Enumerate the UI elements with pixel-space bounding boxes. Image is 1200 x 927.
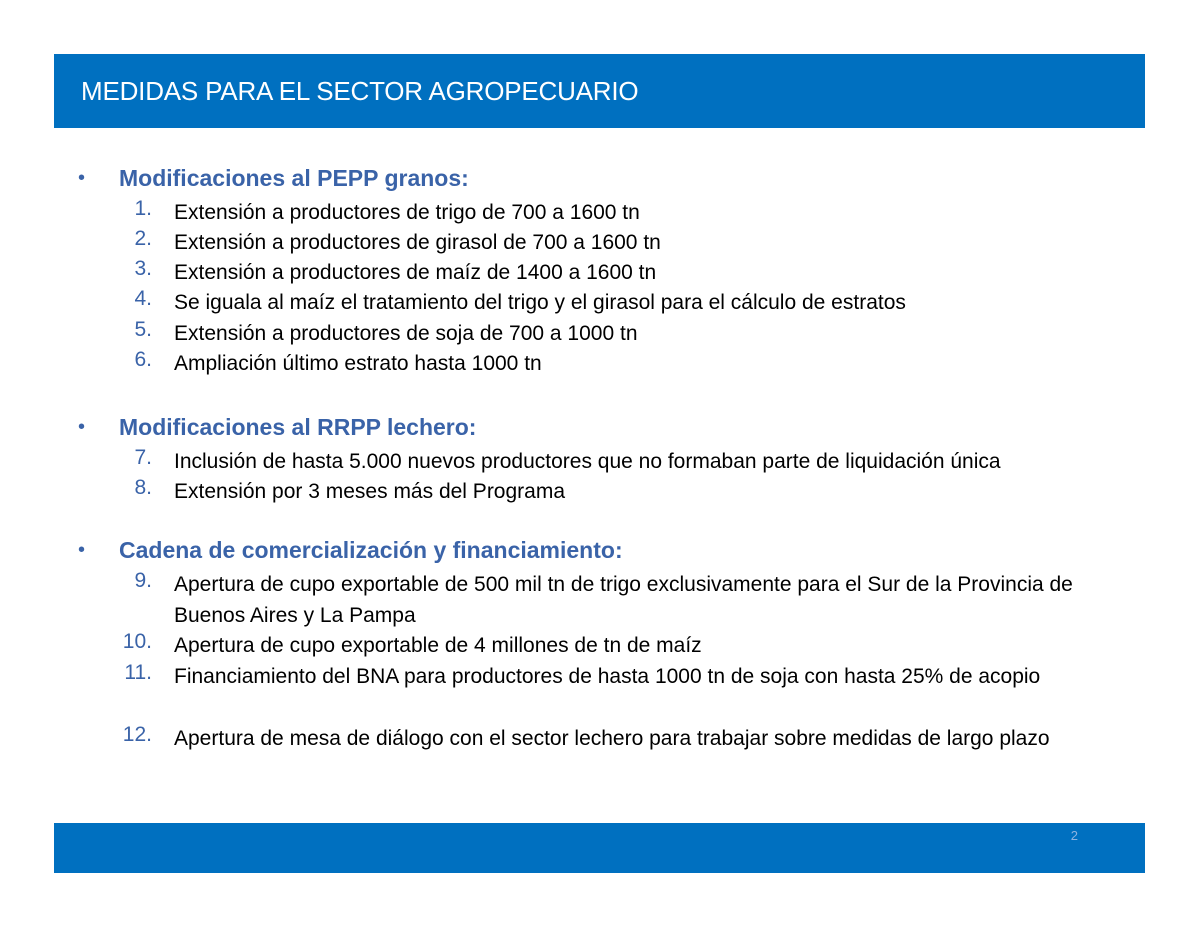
item-text: Se iguala al maíz el tratamiento del trigo y el girasol para el cálculo de estratos	[174, 291, 906, 314]
bullet-icon: •	[78, 416, 86, 438]
item-number: 2.	[134, 227, 152, 250]
item-text: Extensión por 3 meses más del Programa	[174, 480, 566, 503]
page-title: MEDIDAS PARA EL SECTOR AGROPECUARIO	[81, 76, 639, 106]
item-number: 12.	[122, 723, 152, 746]
header-bar	[54, 54, 1145, 128]
item-number: 8.	[134, 476, 152, 499]
footer-bar	[54, 823, 1145, 873]
item-text: Extensión a productores de maíz de 1400 a 1600 tn	[174, 261, 657, 284]
item-text: Apertura de cupo exportable de 500 mil tn de trigo exclusivamente para el Sur de la Provincia de Buenos Aires y La Pampa	[174, 573, 1073, 627]
item-number: 11.	[124, 661, 152, 684]
item-text: Extensión a productores de girasol de 700 a 1600 tn	[174, 231, 661, 254]
bullet-icon: •	[78, 539, 86, 561]
section-title: Modificaciones al PEPP granos:	[119, 165, 469, 191]
item-text: Financiamiento del BNA para productores de hasta 1000 tn de soja con hasta 25% de acopio	[174, 665, 1041, 688]
item-text: Apertura de cupo exportable de 4 millones de tn de maíz	[174, 634, 702, 657]
section-title: Cadena de comercialización y financiamiento:	[119, 537, 623, 563]
item-number: 3.	[134, 257, 152, 280]
item-number: 1.	[134, 197, 152, 220]
item-number: 4.	[134, 287, 152, 310]
bullet-icon: •	[78, 167, 86, 189]
page-number: 2	[1070, 828, 1078, 843]
item-text: Inclusión de hasta 5.000 nuevos productores que no formaban parte de liquidación única	[174, 450, 1001, 473]
item-text: Extensión a productores de trigo de 700 a 1600 tn	[174, 201, 640, 224]
item-number: 7.	[134, 446, 152, 469]
section-title: Modificaciones al RRPP lechero:	[119, 414, 477, 440]
item-number: 6.	[134, 348, 152, 371]
item-text: Extensión a productores de soja de 700 a 1000 tn	[174, 322, 638, 345]
item-text: Ampliación último estrato hasta 1000 tn	[174, 352, 542, 375]
item-number: 10.	[122, 630, 152, 653]
item-number: 9.	[134, 569, 152, 592]
item-text: Apertura de mesa de diálogo con el sector lechero para trabajar sobre medidas de largo plazo	[174, 727, 1050, 750]
item-number: 5.	[134, 318, 152, 341]
